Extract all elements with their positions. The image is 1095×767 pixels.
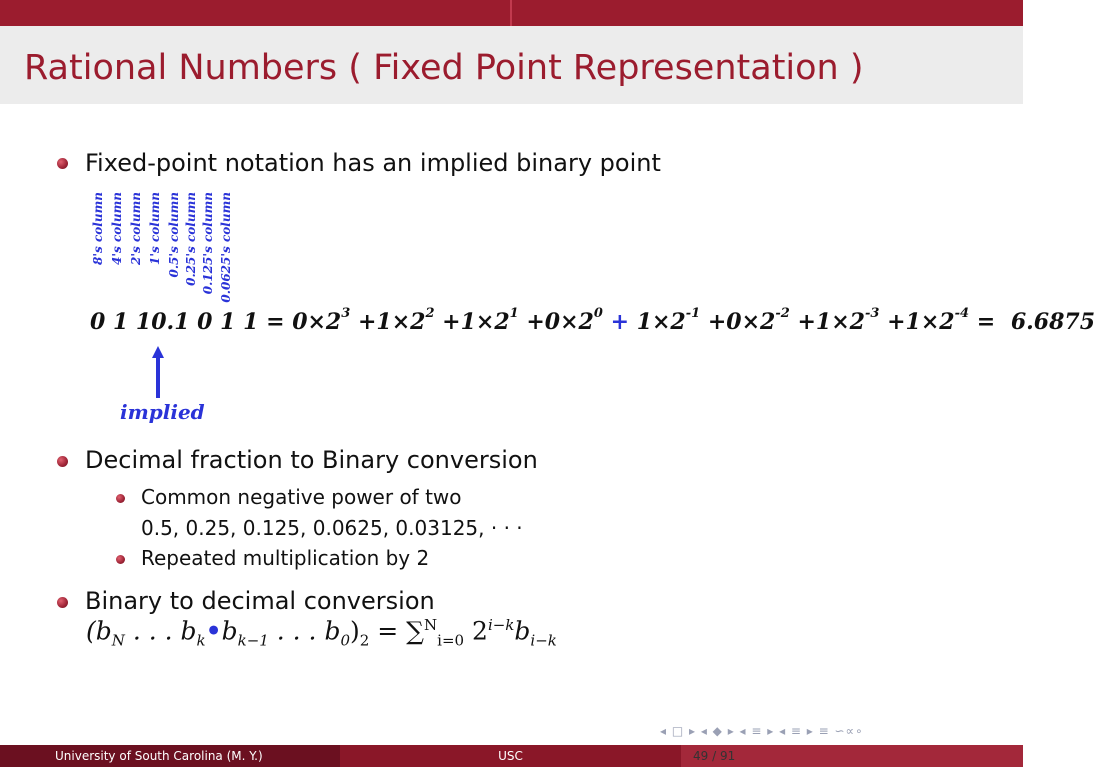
term: $+1\times 2^{-4}$ [887,306,970,335]
sub-bullet-icon [116,494,125,503]
plus-sign: + [610,309,630,335]
implied-label: implied [120,400,205,424]
sub-bullet-icon [116,555,125,564]
footer-page-segment [681,745,1023,767]
bullet-decimal-to-binary: Decimal fraction to Binary conversion [85,446,538,474]
term: $1\times 2^{-1}$ [636,306,701,335]
slide-title: Rational Numbers ( Fixed Point Representation ) [24,48,864,88]
term: $+0\times 2^{-2}$ [707,306,790,335]
sub-bullet-powers: Common negative power of two [141,485,462,509]
conversion-formula: ($b_N$ . . . $b_k•b_{k-1}$ . . . $b_0)_2 = \sum^N_{i=0}$ $2^{i-k}b_{i-k}$ [86,616,557,650]
result-value: 6.6875 [1010,309,1095,335]
column-label: 0.25's column [184,192,198,286]
bullet-fixed-point: Fixed-point notation has an implied binary point [85,149,661,177]
column-label: 1's column [148,192,162,265]
equals-sign: = [976,309,996,335]
column-label: 0.0625's column [219,192,233,303]
binary-number: 0 1 10.1 0 1 1 = [90,309,285,335]
bullet-icon [57,597,68,608]
footer-author: University of South Carolina (M. Y.) [0,745,340,767]
top-bar [0,0,1023,26]
bullet-icon [57,456,68,467]
bullet-icon [57,158,68,169]
term: $0\times 2^3$ [292,306,351,335]
page-number: 49 / 91 [693,749,736,763]
column-label: 2's column [129,192,143,265]
column-label: 4's column [110,192,124,265]
term: $+1\times 2^{-3}$ [797,306,880,335]
column-label: 8's column [91,192,105,265]
arrow-up-icon [152,346,164,398]
binary-point: • [205,616,222,646]
bullet-binary-to-decimal: Binary to decimal conversion [85,587,435,615]
powers-values: 0.5, 0.25, 0.125, 0.0625, 0.03125, · · · [141,516,523,540]
term: $+1\times 2^1$ [442,306,519,335]
binary-expansion [90,306,1095,335]
footer [0,745,1023,767]
beamer-navigation[interactable]: ◂ □ ▸ ◂ ◆ ▸ ◂ ≡ ▸ ◂ ≡ ▸ ≡ ∽∝∘ [660,724,864,738]
term: $+0\times 2^0$ [526,306,603,335]
top-bar-divider [510,0,512,26]
column-label: 0.125's column [201,192,215,295]
term: $+1\times 2^2$ [357,306,435,335]
footer-institution: USC [340,745,681,767]
sub-bullet-repeated: Repeated multiplication by 2 [141,546,430,570]
column-label: 0.5's column [167,192,181,278]
